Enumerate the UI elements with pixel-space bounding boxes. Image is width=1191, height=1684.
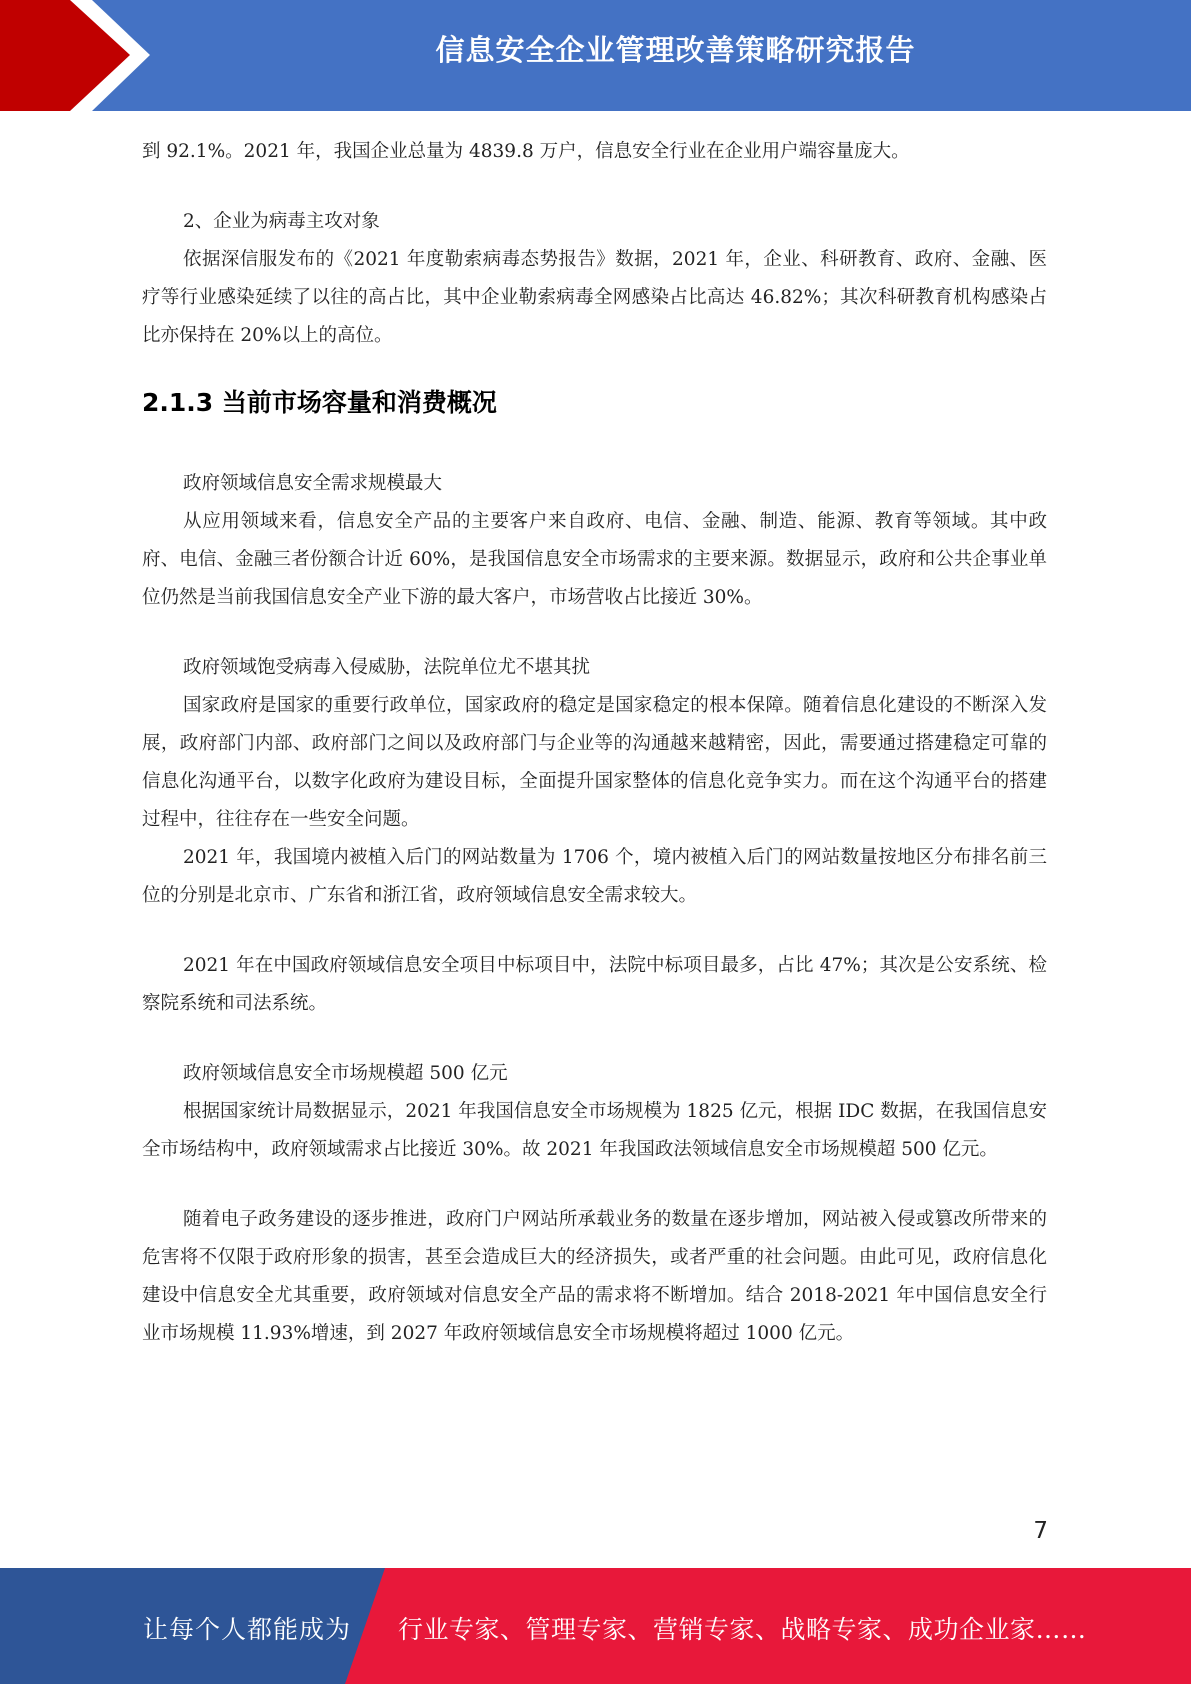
report-title: 信息安全企业管理改善策略研究报告: [435, 33, 916, 67]
sub-heading: 政府领域饱受病毒入侵威胁，法院单位尤不堪其扰: [183, 657, 591, 678]
chevron-arrow-icon: [0, 0, 160, 111]
paragraph: 2021 年在中国政府领域信息安全项目中标项目中，法院中标项目最多，占比 47%；其次是公安系统、检察院系统和司法系统。: [142, 955, 1047, 1014]
paragraph: 2021 年，我国境内被植入后门的网站数量为 1706 个，境内被植入后门的网站数量按地区分布排名前三位的分别是北京市、广东省和浙江省，政府领域信息安全需求较大。: [142, 847, 1047, 906]
footer-slogan-right: 行业专家、管理专家、营销专家、战略专家、成功企业家……: [398, 1615, 1087, 1644]
footer-slogan-left: 让每个人都能成为: [143, 1615, 352, 1644]
paragraph: 依据深信服发布的《2021 年度勒索病毒态势报告》数据，2021 年，企业、科研教育、政府、金融、医疗等行业感染延续了以往的高占比，其中企业勒索病毒全网感染占比高达 46.82%；其次科研教育机构感染占比亦保持在 20%以上的高位。: [142, 249, 1047, 346]
page-header: [0, 0, 1191, 111]
sub-heading: 政府领域信息安全需求规模最大: [183, 473, 443, 494]
paragraph: 随着电子政务建设的逐步推进，政府门户网站所承载业务的数量在逐步增加，网站被入侵或篡改所带来的危害将不仅限于政府形象的损害，甚至会造成巨大的经济损失，或者严重的社会问题。由此可见，政府信息化建设中信息安全尤其重要，政府领域对信息安全产品的需求将不断增加。结合 2018-2021 年中国信息安全行业市场规模 11.93%增速，到 2027 年政府领域信息安全市场规模将超过 1000 亿元。: [142, 1209, 1047, 1344]
page-footer: [0, 1568, 1191, 1684]
paragraph: 国家政府是国家的重要行政单位，国家政府的稳定是国家稳定的根本保障。随着信息化建设的不断深入发展，政府部门内部、政府部门之间以及政府部门与企业等的沟通越来越精密，因此，需要通过搭建稳定可靠的信息化沟通平台，以数字化政府为建设目标，全面提升国家整体的信息化竞争实力。而在这个沟通平台的搭建过程中，往往存在一些安全问题。: [142, 695, 1047, 830]
sub-heading: 2、企业为病毒主攻对象: [183, 211, 380, 232]
sub-heading: 政府领域信息安全市场规模超 500 亿元: [183, 1063, 508, 1084]
document-body: [142, 133, 1047, 1353]
paragraph: 根据国家统计局数据显示，2021 年我国信息安全市场规模为 1825 亿元，根据 IDC 数据，在我国信息安全市场结构中，政府领域需求占比接近 30%。故 2021 年我国政法领域信息安全市场规模超 500 亿元。: [142, 1101, 1047, 1160]
paragraph: 从应用领域来看，信息安全产品的主要客户来自政府、电信、金融、制造、能源、教育等领域。其中政府、电信、金融三者份额合计近 60%，是我国信息安全市场需求的主要来源。数据显示，政府和公共企事业单位仍然是当前我国信息安全产业下游的最大客户，市场营收占比接近 30%。: [142, 511, 1047, 608]
section-heading: 2.1.3 当前市场容量和消费概况: [142, 388, 497, 417]
page-number: 7: [1033, 1518, 1048, 1544]
paragraph: 到 92.1%。2021 年，我国企业总量为 4839.8 万户，信息安全行业在企业用户端容量庞大。: [142, 141, 910, 162]
